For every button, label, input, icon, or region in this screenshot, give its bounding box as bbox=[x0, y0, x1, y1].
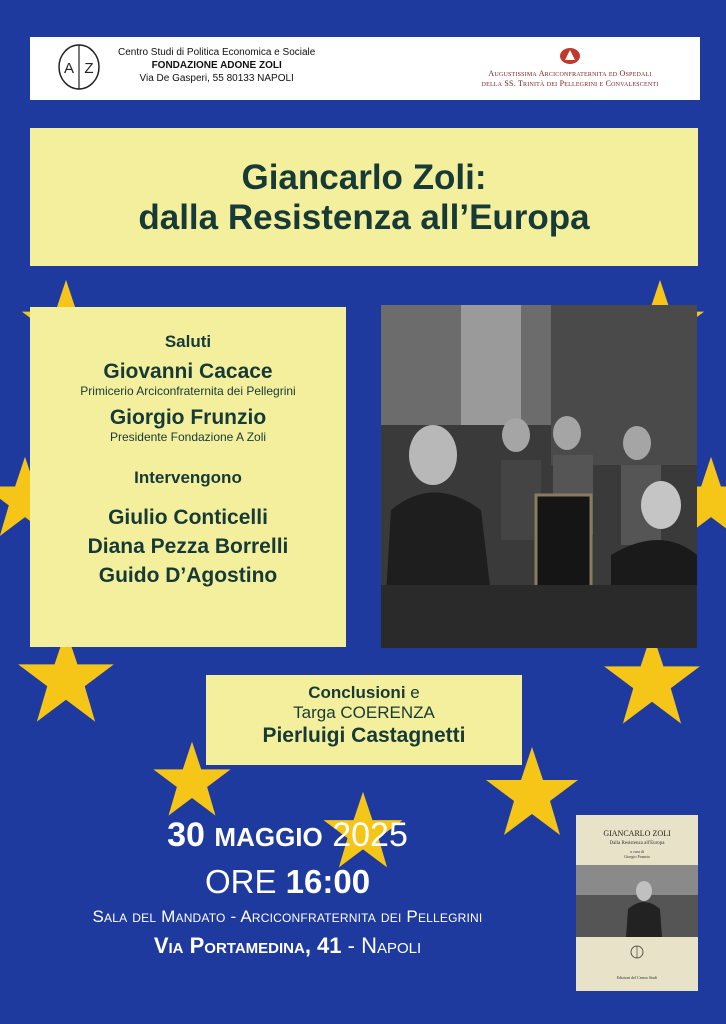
event-venue: Sala del Mandato - Arciconfraternita dei Pellegrini bbox=[92, 907, 483, 926]
event-address bbox=[20, 928, 555, 964]
confraternity-info bbox=[450, 47, 690, 89]
confraternity-line-1: Augustissima Arciconfraternita ed Ospedali bbox=[488, 69, 652, 78]
speakers-panel bbox=[30, 307, 346, 647]
address-street: Via Portamedina, 41 bbox=[153, 933, 342, 958]
event-month: MAGGIO bbox=[214, 822, 323, 852]
conclusion-speaker: Pierluigi Castagnetti bbox=[262, 724, 466, 747]
event-day: 30 bbox=[167, 816, 205, 854]
confraternity-line-2: della SS. Trinità dei Pellegrini e Convalescenti bbox=[481, 79, 659, 88]
foundation-info bbox=[118, 46, 315, 85]
time-value: 16:00 bbox=[285, 863, 371, 900]
speaker-1-role: Primicerio Arciconfraternita dei Pellegrini bbox=[80, 384, 296, 398]
book-publisher: Edizioni del Centro Studi bbox=[616, 975, 658, 980]
address-city: Napoli bbox=[361, 933, 422, 958]
book-logo-icon bbox=[630, 945, 644, 959]
header-bar bbox=[30, 37, 700, 100]
title-panel bbox=[30, 128, 698, 266]
book-curator-label: a cura di bbox=[630, 849, 644, 854]
historic-photo bbox=[381, 305, 697, 648]
event-year: 2025 bbox=[332, 816, 408, 854]
foundation-name: FONDAZIONE ADONE ZOLI bbox=[151, 60, 282, 71]
intervention-speaker: Guido D’Agostino bbox=[98, 564, 278, 587]
book-title: GIANCARLO ZOLI bbox=[603, 829, 671, 838]
speaker-2-name: Giorgio Frunzio bbox=[109, 406, 267, 429]
speaker-1-name: Giovanni Cacace bbox=[103, 360, 273, 383]
event-time bbox=[20, 862, 555, 902]
foundation-address: Via De Gasperi, 55 80133 NAPOLI bbox=[139, 73, 294, 84]
crest-icon bbox=[559, 47, 581, 65]
conclusion-panel bbox=[206, 675, 522, 765]
svg-text:Z: Z bbox=[84, 60, 94, 77]
event-title bbox=[30, 158, 698, 238]
address-separator: - bbox=[341, 933, 362, 958]
az-logo-icon bbox=[57, 43, 101, 91]
intervention-speaker: Diana Pezza Borrelli bbox=[87, 535, 289, 558]
book-subtitle: Dalla Resistenza all'Europa bbox=[609, 841, 665, 846]
title-line-2: dalla Resistenza all’Europa bbox=[138, 198, 590, 237]
title-line-1: Giancarlo Zoli: bbox=[241, 158, 487, 197]
speaker-2-role: Presidente Fondazione A Zoli bbox=[109, 430, 267, 444]
book-photo bbox=[576, 865, 698, 937]
time-label: ORE bbox=[204, 863, 277, 900]
intervention-speaker: Giulio Conticelli bbox=[108, 506, 268, 529]
conclusion-label: Conclusioni bbox=[308, 683, 406, 702]
book-curator: Giorgio Frunzio bbox=[624, 854, 650, 859]
award-label: Targa COERENZA bbox=[293, 703, 435, 722]
book-cover bbox=[576, 815, 698, 991]
conclusion-label-rest: e bbox=[405, 683, 420, 702]
intervengono-heading: Intervengono bbox=[134, 468, 242, 487]
foundation-line-1: Centro Studi di Politica Economica e Sociale bbox=[118, 47, 316, 58]
event-date bbox=[20, 815, 555, 857]
svg-text:A: A bbox=[63, 60, 75, 77]
saluti-heading: Saluti bbox=[164, 332, 212, 351]
